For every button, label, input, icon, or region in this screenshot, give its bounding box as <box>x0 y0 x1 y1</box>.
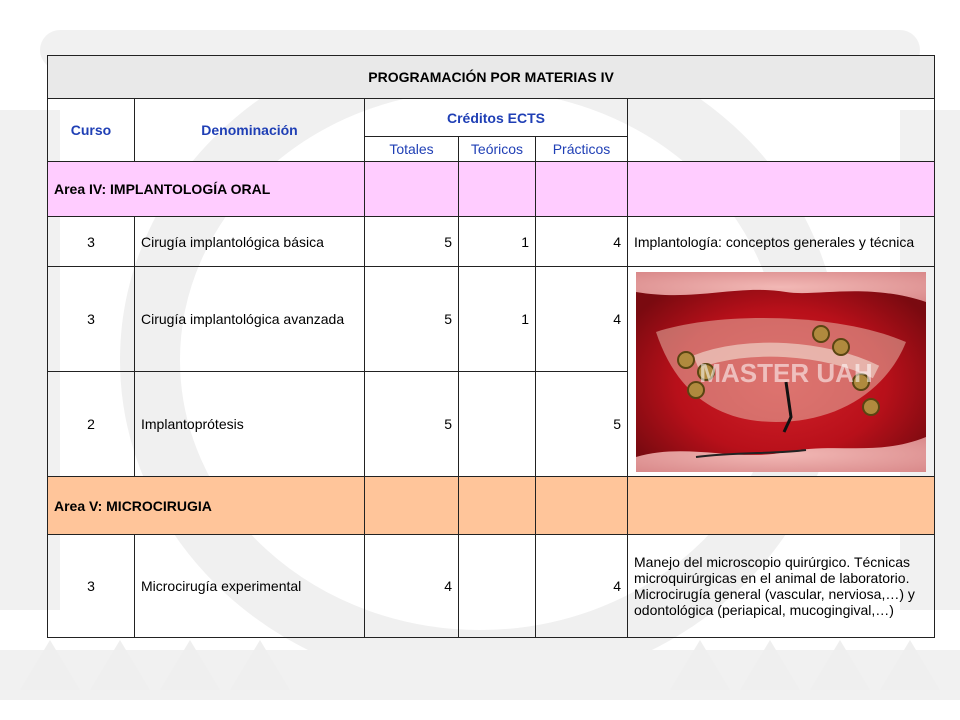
area-iv-contenido <box>628 162 935 217</box>
area-v-label: Area V: MICROCIRUGIA <box>48 477 365 535</box>
row-practicos: 4 <box>536 267 628 372</box>
area-v-teoricos <box>459 477 536 535</box>
row-contenido: Implantología: conceptos generales y técnica <box>628 217 935 267</box>
row-teoricos: 1 <box>459 217 536 267</box>
photo-watermark-text: MASTER UAH <box>699 358 873 388</box>
area-v-practicos <box>536 477 628 535</box>
table-row <box>48 217 935 267</box>
header-curso: Curso <box>48 99 135 162</box>
row-curso: 3 <box>48 535 135 638</box>
row-teoricos <box>459 535 536 638</box>
area-iv-row <box>48 162 935 217</box>
row-denominacion: Cirugía implantológica avanzada <box>135 267 365 372</box>
table-row <box>48 267 935 372</box>
header-denominacion: Denominación <box>135 99 365 162</box>
area-iv-totales <box>365 162 459 217</box>
table-title: PROGRAMACIÓN POR MATERIAS IV <box>48 56 935 99</box>
row-totales: 5 <box>365 267 459 372</box>
row-denominacion: Microcirugía experimental <box>135 535 365 638</box>
row-contenido: Manejo del microscopio quirúrgico. Técnicas microquirúrgicas en el animal de laboratorio. Microcirugía general (vascular, nerviosa,…) y odontológica (periapical, mucogingival,…) <box>628 535 935 638</box>
row-denominacion: Cirugía implantológica básica <box>135 217 365 267</box>
row-denominacion: Implantoprótesis <box>135 372 365 477</box>
row-teoricos <box>459 372 536 477</box>
area-iv-practicos <box>536 162 628 217</box>
photo-cell <box>628 267 935 477</box>
area-v-totales <box>365 477 459 535</box>
row-totales: 5 <box>365 372 459 477</box>
table-row <box>48 535 935 638</box>
programacion-table <box>47 55 935 638</box>
row-teoricos: 1 <box>459 267 536 372</box>
row-curso: 3 <box>48 217 135 267</box>
area-iv-teoricos <box>459 162 536 217</box>
row-curso: 2 <box>48 372 135 477</box>
row-practicos: 4 <box>536 217 628 267</box>
header-totales: Totales <box>365 137 459 162</box>
area-iv-label: Area IV: IMPLANTOLOGÍA ORAL <box>48 162 365 217</box>
header-practicos: Prácticos <box>536 137 628 162</box>
header-creditos: Créditos ECTS <box>365 99 628 137</box>
header-teoricos: Teóricos <box>459 137 536 162</box>
header-contenido-empty <box>628 99 935 162</box>
row-practicos: 5 <box>536 372 628 477</box>
row-practicos: 4 <box>536 535 628 638</box>
area-v-contenido <box>628 477 935 535</box>
row-totales: 4 <box>365 535 459 638</box>
implant-surgery-photo <box>636 272 926 472</box>
row-curso: 3 <box>48 267 135 372</box>
row-totales: 5 <box>365 217 459 267</box>
area-v-row <box>48 477 935 535</box>
